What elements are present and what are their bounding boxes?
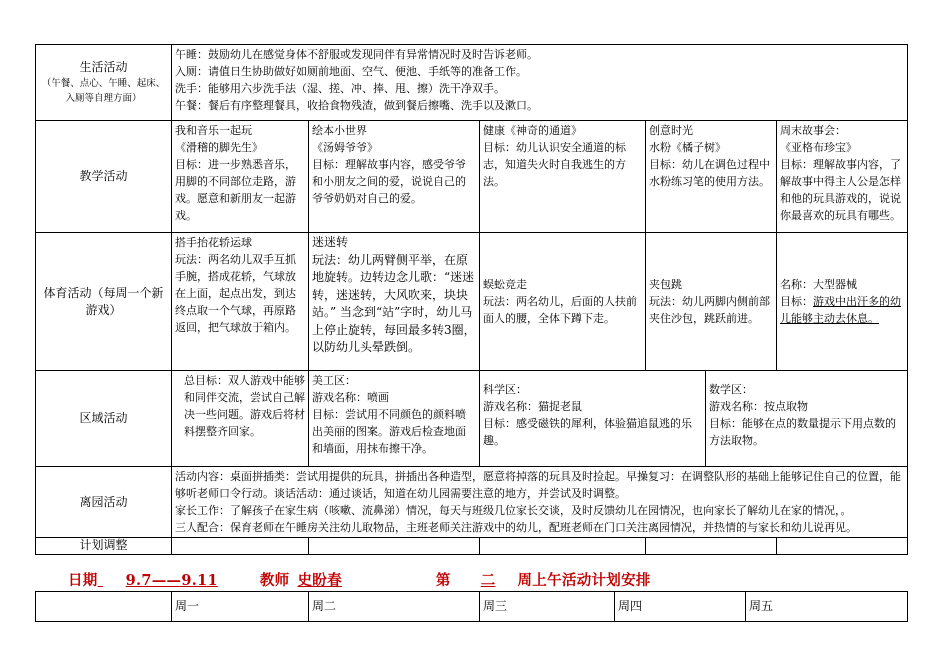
plan-wed <box>480 538 646 555</box>
teaching-tue <box>309 121 480 233</box>
week-header-mon: 周一 <box>172 592 309 622</box>
week-header-tue: 周二 <box>309 592 480 622</box>
teaching-wed <box>480 121 646 233</box>
week-header-blank <box>36 592 172 622</box>
area-tue-text: 美工区： 游戏名称：喷画 目标：尝试用不同颜色的颜料喷出美丽的图案。游戏后检查地面和墙面，用抹布擦干净。 <box>312 374 466 455</box>
week-header-fri: 周五 <box>746 592 908 622</box>
week-header-wed: 周三 <box>480 592 615 622</box>
teacher-label: 教师 <box>259 572 290 589</box>
pe-label: 体育活动（每周一个新游戏） <box>36 233 172 371</box>
pe-fri-goal: 游戏中出汗多的幼儿能够主动去休息。 <box>780 295 901 325</box>
leave-label: 离园活动 <box>36 467 172 538</box>
pe-tue-text: 迷迷转 玩法：幼儿两臂侧平举，在原地旋转。边转边念儿歌：“迷迷转，迷迷转，大风吹来，块块站。” 当念到“站”字时，幼儿马上停止旋转，每回最多转3圈，以防幼儿头晕跌倒。 <box>312 235 476 354</box>
leave-content <box>172 467 908 538</box>
area-row <box>36 371 908 467</box>
pe-wed-text: 蜈蚣竞走 玩法：两名幼儿，后面的人扶前面人的腰，全体下蹲下走。 <box>483 278 637 325</box>
leave-line-content: 活动内容：桌面拼插类：尝试用提供的玩具，拼插出各种造型，愿意将掉落的玩具及时捡起。早操复习：在调整队形的基础上能够记住自己的位置，能够听老师口令行动。谈话活动：通过谈话，知道在幼儿园需要注意的地方，并尝试及时调整。 <box>175 470 901 500</box>
teaching-label: 教学活动 <box>36 121 172 233</box>
area-tue <box>309 371 480 467</box>
life-line-handwash: 洗手：能够用六步洗手法（湿、搓、冲、捧、甩、擦）洗干净双手。 <box>175 82 505 95</box>
teaching-thu-text: 创意时光 水粉《橘子树》 目标：幼儿在调色过程中水粉练习笔的使用方法。 <box>649 124 770 188</box>
pe-thu-text: 夹包跳 玩法：幼儿两脚内侧前部夹住沙包，跳跃前进。 <box>649 278 770 325</box>
teaching-mon <box>172 121 309 233</box>
teaching-fri-text: 周末故事会： 《亚格布珍宝》 目标：理解故事内容，了解故事中得主人公是怎样和他的玩具游戏的，说说你最喜欢的玩具有哪些。 <box>780 124 901 222</box>
area-science-text: 科学区： 游戏名称：猫捉老鼠 目标：感受磁铁的犀利，体验猫追鼠逃的乐趣。 <box>483 383 692 447</box>
life-category-cell <box>36 45 172 121</box>
week-suffix: 周上午活动计划安排 <box>517 572 651 589</box>
pe-fri-goal-line <box>780 293 904 327</box>
week-title <box>68 569 651 590</box>
area-label: 区域活动 <box>36 371 172 467</box>
life-content-cell <box>172 45 908 121</box>
teaching-fri <box>777 121 908 233</box>
area-math-text: 数学区： 游戏名称：按点取物 目标：能够在点的数量提示下用点数的方法取物。 <box>709 383 896 447</box>
pe-row <box>36 233 908 371</box>
plan-mon <box>172 538 309 555</box>
area-math <box>706 371 908 467</box>
pe-tue <box>309 233 480 371</box>
weekly-plan-table <box>35 44 908 555</box>
teaching-row <box>36 121 908 233</box>
leave-line-parents: 家长工作：了解孩子在家生病（咳嗽、流鼻涕）情况，每天与班级几位家长交谈，及时反馈幼儿在园情况，也向家长了解幼儿在家的情况，。 <box>175 504 852 517</box>
life-label: 生活活动 <box>79 60 128 74</box>
pe-mon-text: 搭手抬花轿运球 玩法：两名幼儿双手互抓手腕，搭成花轿，气球放在上面，起点出发，到达终点取一个气球，再原路返回，把气球放于箱内。 <box>175 236 296 334</box>
area-mon <box>172 371 309 467</box>
pe-wed <box>480 233 646 371</box>
plan-tue <box>309 538 480 555</box>
leave-line-teachers: 三人配合：保育老师在午睡房关注幼儿取物品，主班老师关注游戏中的幼儿，配班老师在门口关注离园情况，并热情的与家长和幼儿说再见。 <box>175 521 857 534</box>
pe-fri-goal-prefix: 目标： <box>780 295 813 308</box>
life-sublabel: （午餐、点心、午睡、起床、入厕等自理方面） <box>41 78 166 104</box>
date-label: 日期 <box>68 572 98 589</box>
teacher-value: 史盼春 <box>297 572 342 589</box>
leave-row <box>36 467 908 538</box>
week-header-row <box>36 592 908 622</box>
pe-fri <box>777 233 908 371</box>
teaching-thu <box>646 121 777 233</box>
teaching-mon-text: 我和音乐一起玩 《滑稽的脚先生》 目标：进一步熟悉音乐，用脚的不同部位走路，游戏。愿意和新朋友一起游戏。 <box>175 124 296 222</box>
pe-thu <box>646 233 777 371</box>
plan-row <box>36 538 908 555</box>
teaching-tue-text: 绘本小世界 《汤姆爷爷》 目标：理解故事内容，感受爷爷和小朋友之间的爱，说说自己的爷爷奶奶对自己的爱。 <box>312 124 466 205</box>
plan-thu <box>646 538 777 555</box>
life-line-nap: 午睡：鼓励幼儿在感觉身体不舒服或发现同伴有异常情况时及时告诉老师。 <box>175 48 538 61</box>
date-value: 9.7——9.11 <box>125 572 218 589</box>
life-line-toilet: 入厕：请值日生协助做好如厕前地面、空气、便池、手纸等的准备工作。 <box>175 65 527 78</box>
plan-fri <box>777 538 908 555</box>
life-row <box>36 45 908 121</box>
pe-mon <box>172 233 309 371</box>
week-value: 二 <box>480 572 496 589</box>
week-header-thu: 周四 <box>615 592 746 622</box>
pe-fri-title: 名称：大型器械 <box>780 278 857 291</box>
teaching-wed-text: 健康《神奇的通道》 目标：幼儿认识安全通道的标志，知道失火时自我逃生的方法。 <box>483 124 626 188</box>
area-science <box>480 371 706 467</box>
area-mon-text: 总目标：双人游戏中能够和同伴交流，尝试自己解决一些问题。游戏后将材料摆整齐回家。 <box>184 374 305 438</box>
plan-label: 计划调整 <box>36 538 172 555</box>
life-line-lunch: 午餐：餐后有序整理餐具，收拾食物残渣，做到餐后擦嘴、洗手以及漱口。 <box>175 99 538 112</box>
week-header-table <box>35 591 908 622</box>
week-label: 第 <box>435 572 451 589</box>
